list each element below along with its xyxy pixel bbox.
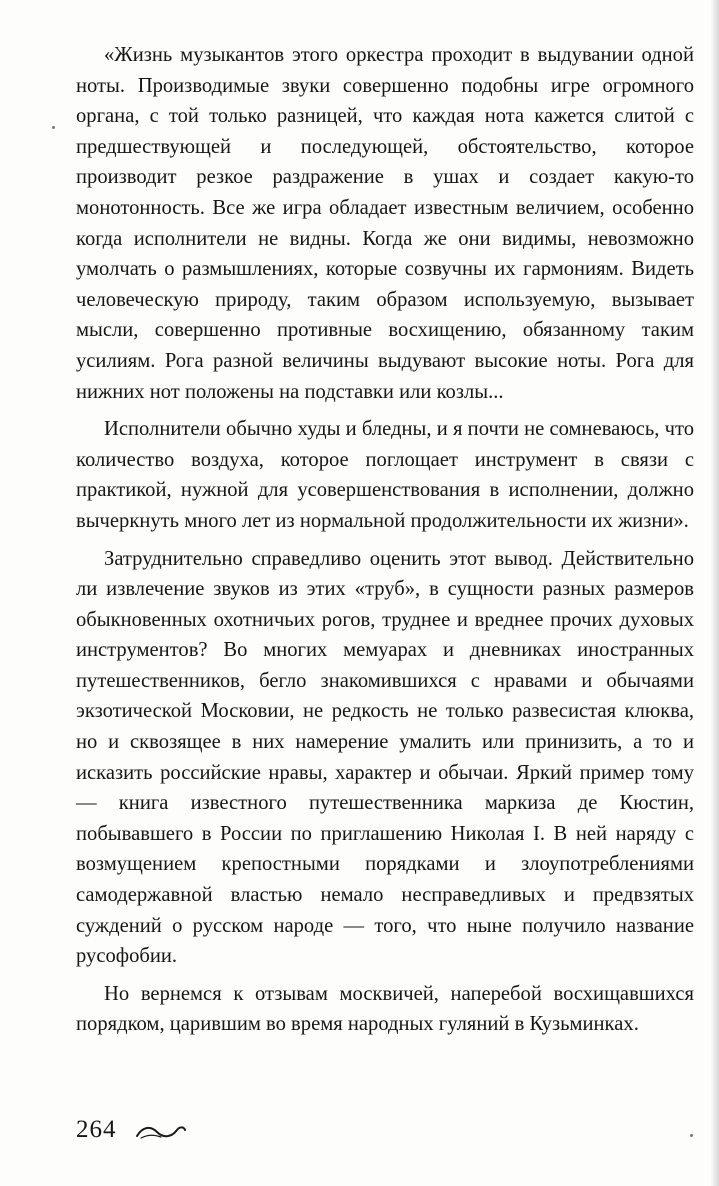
page-number: 264	[76, 1116, 117, 1143]
paragraph-quote-end: Исполнители обычно худы и бледны, и я почти не сомневаюсь, что количество воздуха, которое поглощает инструмент в связи с практикой, нужной для усовершенствования в исполнении, должно вычеркнуть много лет из нормальной продолжительности их жизни».	[76, 418, 694, 532]
paragraph-commentary: Затруднительно справедливо оценить этот вывод. Действительно ли извлечение звуков из этих «труб», в сущности разных размеров обыкновенных охотничьих рогов, труднее и вреднее прочих духовых инструментов? Во многих мемуарах и дневниках иностранных путешественников, бегло знакомившихся с нравами и обычаями экзотической Московии, не редкость не только развесистая клюква, но и сквозящее в них намерение умалить или принизить, а то и исказить российские нравы, характер и обычаи. Яркий пример тому — книга известного путешественника маркиза де Кюстин, побывавшего в России по приглашению Николая I. В ней наряду с возмущением крепостными порядками и злоупотреблениями самодержавной властью немало несправедливых и предвзятых суждений о русском народе — того, что ныне получило название русофобии.	[76, 547, 694, 968]
body-text	[76, 40, 694, 1047]
page-edge-shadow	[710, 0, 719, 1186]
swash-ornament-icon	[135, 1120, 187, 1144]
scan-speck	[52, 126, 55, 129]
paragraph-quote-start: «Жизнь музыкантов этого оркестра проходит в выдувании одной ноты. Производимые звуки совершенно подобны игре огромного органа, с той только разницей, что каждая нота кажется слитой с предшествующей и последующей, обстоятельство, которое производит резкое раздражение в ушах и создает какую-то монотонность. Все же игра обладает известным величием, особенно когда исполнители не видны. Когда же они видимы, невозможно умолчать о размышлениях, которые созвучны их гармониям. Видеть человеческую природу, таким образом используемую, вызывает мысли, совершенно противные восхищению, обязанному таким усилиям. Рога разной величины выдувают высокие ноты. Рога для нижних нот положены на подставки или козлы...	[76, 44, 694, 403]
paragraph-conclusion: Но вернемся к отзывам москвичей, наперебой восхищавшихся порядком, царившим во время народных гуляний в Кузьминках.	[76, 982, 694, 1036]
scan-speck	[690, 1134, 693, 1137]
